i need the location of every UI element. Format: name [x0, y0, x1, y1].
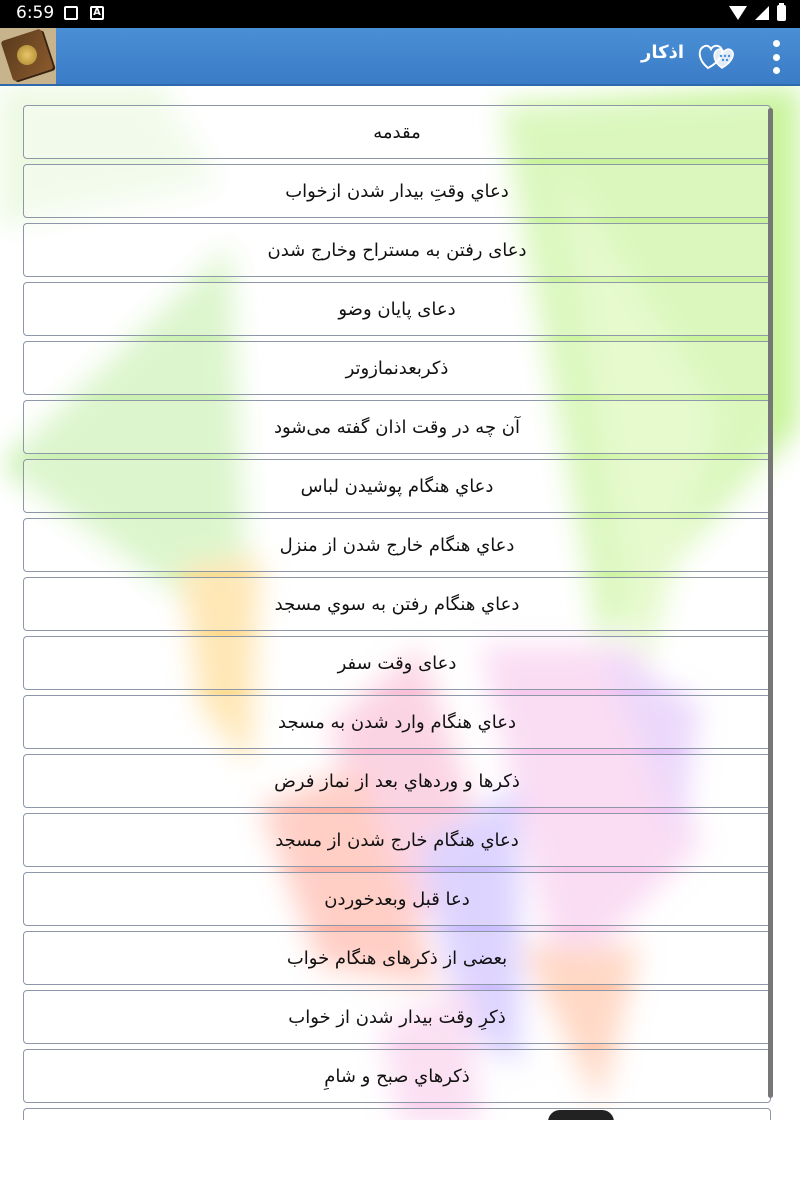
list-item[interactable]: بعضی از ذکرهای هنگام خواب — [23, 931, 771, 985]
list-item[interactable]: ذکرها و وردهاي بعد از نماز فرض — [23, 754, 771, 808]
status-icons — [729, 5, 786, 21]
hearts-icon — [696, 38, 736, 72]
status-time: 6:59 — [16, 3, 55, 23]
list-item[interactable]: دعاي هنگام خارج شدن از مسجد — [23, 813, 771, 867]
list-item[interactable]: دعا قبل وبعدخوردن — [23, 872, 771, 926]
status-bar — [0, 0, 800, 28]
overflow-menu-icon[interactable] — [770, 40, 782, 74]
list-item[interactable]: دعاي هنگام پوشيدن لباس — [23, 459, 771, 513]
list-item[interactable]: آن چه در وقت اذان گفته می‌شود — [23, 400, 771, 454]
list-item[interactable]: ذکرِ وقت بيدار شدن از خواب — [23, 990, 771, 1044]
bottom-area — [0, 1120, 800, 1200]
list-item[interactable]: ذکربعدنمازوتر — [23, 341, 771, 395]
list-item[interactable]: دعاي هنگام وارد شدن به مسجد — [23, 695, 771, 749]
app-bar — [0, 28, 800, 86]
list-scrollbar[interactable] — [768, 108, 773, 1098]
azkar-list — [23, 105, 771, 1120]
app-notification-icon: A — [90, 6, 104, 20]
quran-book-icon[interactable] — [0, 28, 56, 84]
app-title: اذکار — [641, 42, 684, 63]
list-item[interactable]: ذکرهاي صبح و شامِ — [23, 1049, 771, 1103]
list-item[interactable]: دعاي وقتِ بيدار شدن ازخواب — [23, 164, 771, 218]
list-item[interactable]: دعاي هنگام خارج شدن از منزل — [23, 518, 771, 572]
list-item[interactable]: مقدمه — [23, 105, 771, 159]
wifi-icon — [729, 6, 747, 20]
signal-icon — [755, 6, 769, 20]
list-item[interactable]: دعای پایان وضو — [23, 282, 771, 336]
list-item[interactable]: دعاي هنگام رفتن به سوي مسجد — [23, 577, 771, 631]
list-item[interactable]: دعای رفتن به مستراح وخارج شدن — [23, 223, 771, 277]
list-item-partial[interactable] — [23, 1108, 771, 1120]
list-item[interactable]: دعای وقت سفر — [23, 636, 771, 690]
image-notification-icon — [64, 6, 78, 20]
battery-icon — [777, 5, 786, 21]
